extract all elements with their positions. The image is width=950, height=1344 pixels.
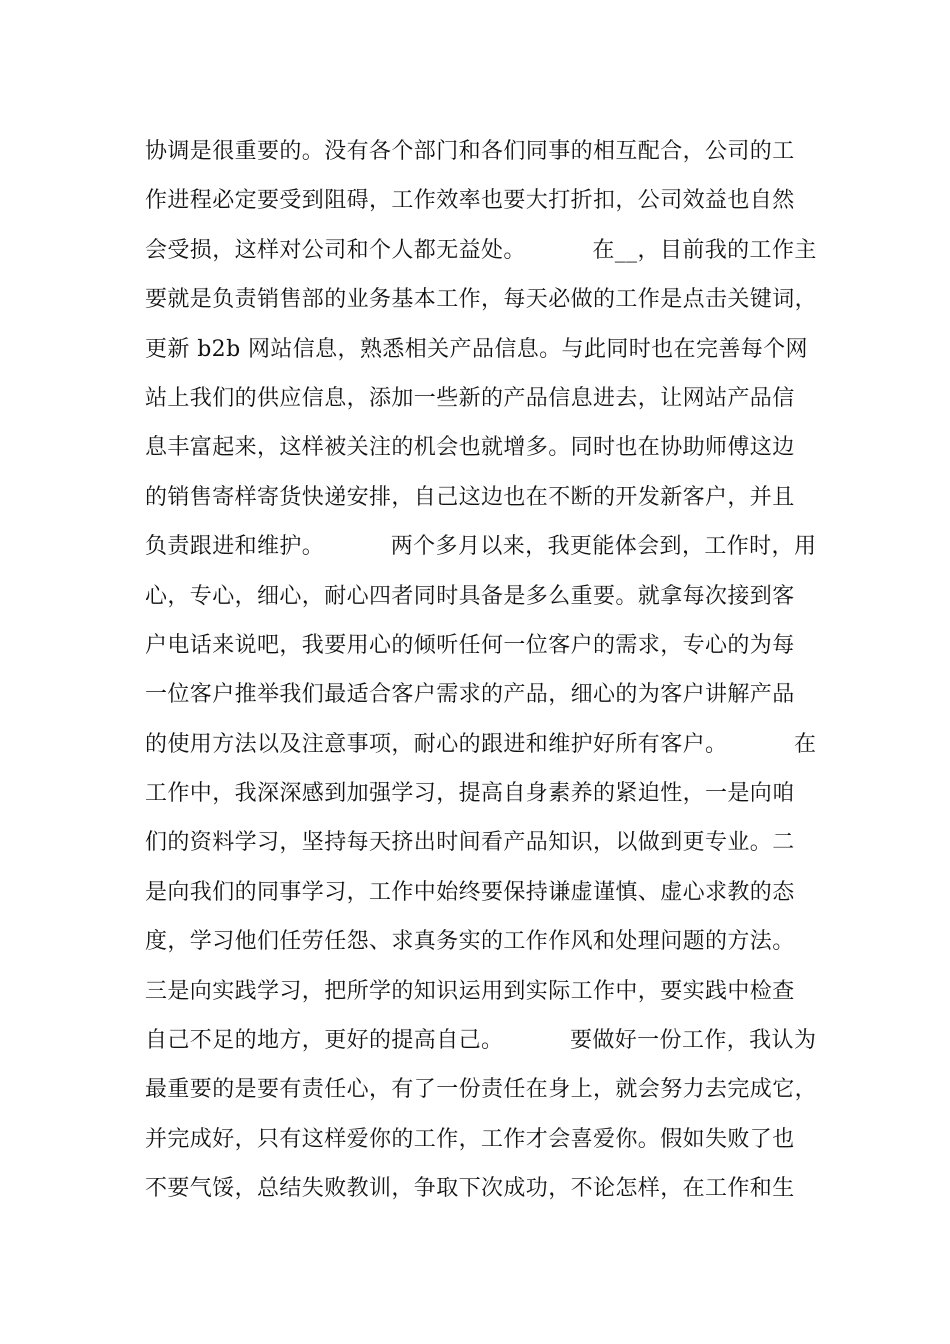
text-line: 协调是很重要的。没有各个部门和各们同事的相互配合，公司的工 [145,139,795,164]
text-line: 三是向实践学习，把所学的知识运用到实际工作中，要实践中检查 [145,978,795,1004]
text-line: 更新 b2b 网站信息，熟悉相关产品信息。与此同时也在完善每个网 [145,336,808,362]
text-line: 是向我们的同事学习，工作中始终要保持谦虚谨慎、虚心求教的态 [145,879,795,905]
text-line: 息丰富起来，这样被关注的机会也就增多。同时也在协助师傅这边 [145,435,795,461]
text-line: 度，学习他们任劳任怨、求真务实的工作作风和处理问题的方法。 [145,929,795,955]
text-line: 作进程必定要受到阻碍，工作效率也要大打折扣，公司效益也自然 [145,188,795,214]
text-line: 的使用方法以及注意事项，耐心的跟进和维护好所有客户。 在 [145,731,817,757]
text-line: 工作中，我深深感到加强学习，提高自身素养的紧迫性，一是向咱 [145,781,795,807]
body-text [145,132,825,1219]
text-line: 一位客户推举我们最适合客户需求的产品，细心的为客户讲解产品 [145,682,795,708]
text-line: 的销售寄样寄货快递安排，自己这边也在不断的开发新客户，并且 [145,484,795,510]
text-line: 自己不足的地方，更好的提高自己。 要做好一份工作，我认为 [145,1028,817,1054]
text-line: 负责跟进和维护。 两个多月以来，我更能体会到，工作时，用 [145,534,817,560]
text-line: 会受损，这样对公司和个人都无益处。 在__，目前我的工作主 [145,237,817,263]
text-line: 站上我们的供应信息，添加一些新的产品信息进去，让网站产品信 [145,385,795,411]
text-line: 心，专心，细心，耐心四者同时具备是多么重要。就拿每次接到客 [145,583,795,609]
text-line: 最重要的是要有责任心，有了一份责任在身上，就会努力去完成它， [145,1077,818,1103]
text-line: 户电话来说吧，我要用心的倾听任何一位客户的需求，专心的为每 [145,632,795,658]
text-line: 并完成好，只有这样爱你的工作，工作才会喜爱你。假如失败了也 [145,1126,795,1152]
text-line: 们的资料学习，坚持每天挤出时间看产品知识，以做到更专业。二 [145,830,795,856]
text-line: 不要气馁，总结失败教训，争取下次成功，不论怎样，在工作和生 [145,1176,795,1202]
text-line: 要就是负责销售部的业务基本工作，每天必做的工作是点击关键词， [145,287,818,313]
